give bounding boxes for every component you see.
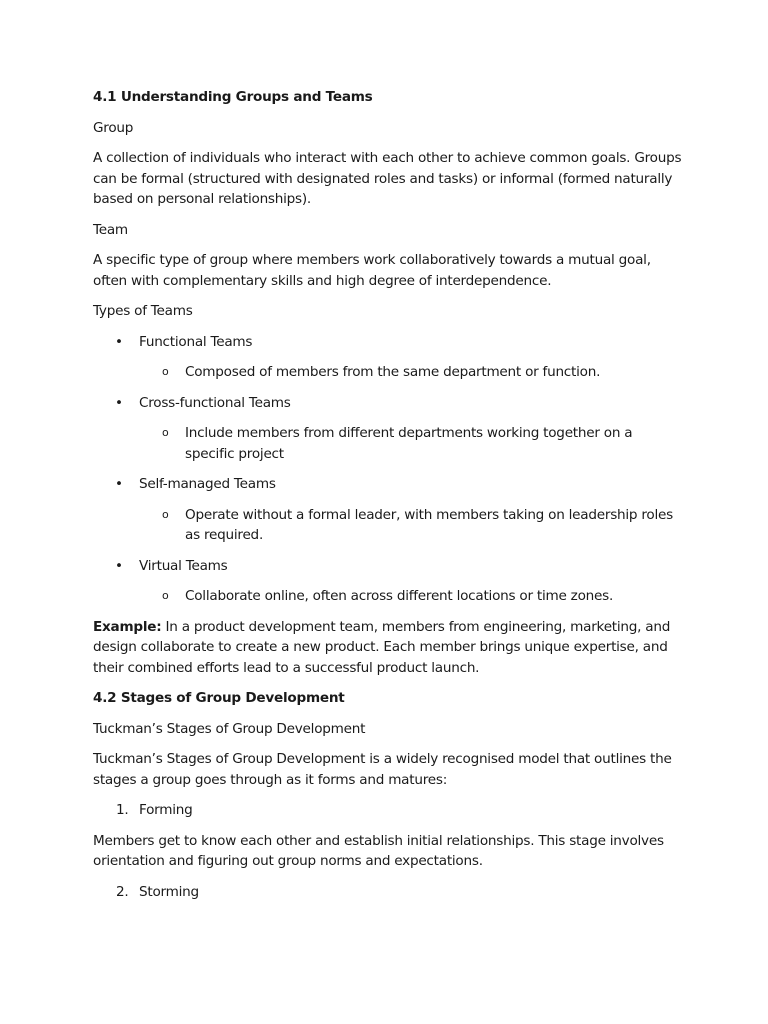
circle-bullet-icon: o: [162, 426, 169, 439]
team-type-name: Virtual Teams: [139, 557, 228, 574]
document-page: [93, 87, 683, 912]
list-item: [93, 882, 683, 903]
list-item: [93, 800, 683, 821]
team-type-description: Composed of members from the same department or function.: [185, 364, 601, 380]
example-text: In a product development team, members from engineering, marketing, and design collaborate to create a new product. Each member brings unique expertise, and their combined efforts lead to a successful product launch.: [93, 618, 671, 676]
sub-list: [139, 586, 683, 607]
list-item: [139, 505, 683, 546]
section-heading-4-1: 4.1 Understanding Groups and Teams: [93, 89, 373, 105]
team-label: Team: [93, 221, 128, 238]
sub-list: [139, 505, 683, 546]
sub-list: [139, 362, 683, 383]
list-item: [139, 362, 683, 383]
list-item: [93, 332, 683, 383]
team-type-name: Cross-functional Teams: [139, 394, 291, 411]
stages-list-1: [93, 800, 683, 821]
circle-bullet-icon: o: [162, 589, 169, 602]
bullet-icon: •: [115, 476, 123, 492]
team-type-description: Operate without a formal leader, with members taking on leadership roles as required.: [185, 506, 673, 543]
team-type-description: Include members from different departments working together on a specific project: [185, 425, 633, 462]
group-definition: A collection of individuals who interact with each other to achieve common goals. Groups can be formal (structured with designated roles and tasks) or informal (formed naturally based on personal relationships).: [93, 150, 682, 207]
bullet-icon: •: [115, 333, 123, 350]
forming-description: Members get to know each other and establish initial relationships. This stage involves orientation and figuring out group norms and expectations.: [93, 832, 664, 869]
example-label: Example:: [93, 618, 162, 635]
list-item: [139, 586, 683, 607]
list-item: [93, 393, 683, 465]
stage-number: 2.: [116, 883, 129, 900]
tuckman-intro: Tuckman’s Stages of Group Development is a widely recognised model that outlines the stages a group goes through as it forms and matures:: [93, 751, 672, 788]
list-item: [93, 474, 683, 546]
section-heading-4-2: 4.2 Stages of Group Development: [93, 690, 345, 706]
circle-bullet-icon: o: [162, 507, 169, 521]
bullet-icon: •: [115, 394, 123, 411]
team-types-list: [93, 332, 683, 607]
list-item: [139, 423, 683, 464]
stages-list-2: [93, 882, 683, 903]
team-type-description: Collaborate online, often across different locations or time zones.: [185, 588, 614, 604]
list-item: [93, 556, 683, 607]
bullet-icon: •: [115, 557, 123, 574]
team-definition: A specific type of group where members work collaboratively towards a mutual goal, often with complementary skills and high degree of interdependence.: [93, 252, 651, 289]
stage-number: 1.: [116, 802, 129, 818]
example-paragraph: [93, 617, 683, 679]
team-type-name: Self-managed Teams: [139, 476, 276, 492]
group-label: Group: [93, 119, 134, 136]
circle-bullet-icon: o: [162, 365, 169, 378]
tuckman-subtitle: Tuckman’s Stages of Group Development: [93, 720, 366, 737]
sub-list: [139, 423, 683, 464]
stage-name: Forming: [139, 802, 193, 818]
stage-name: Storming: [139, 883, 199, 900]
team-type-name: Functional Teams: [139, 333, 253, 350]
types-of-teams-label: Types of Teams: [93, 303, 193, 319]
